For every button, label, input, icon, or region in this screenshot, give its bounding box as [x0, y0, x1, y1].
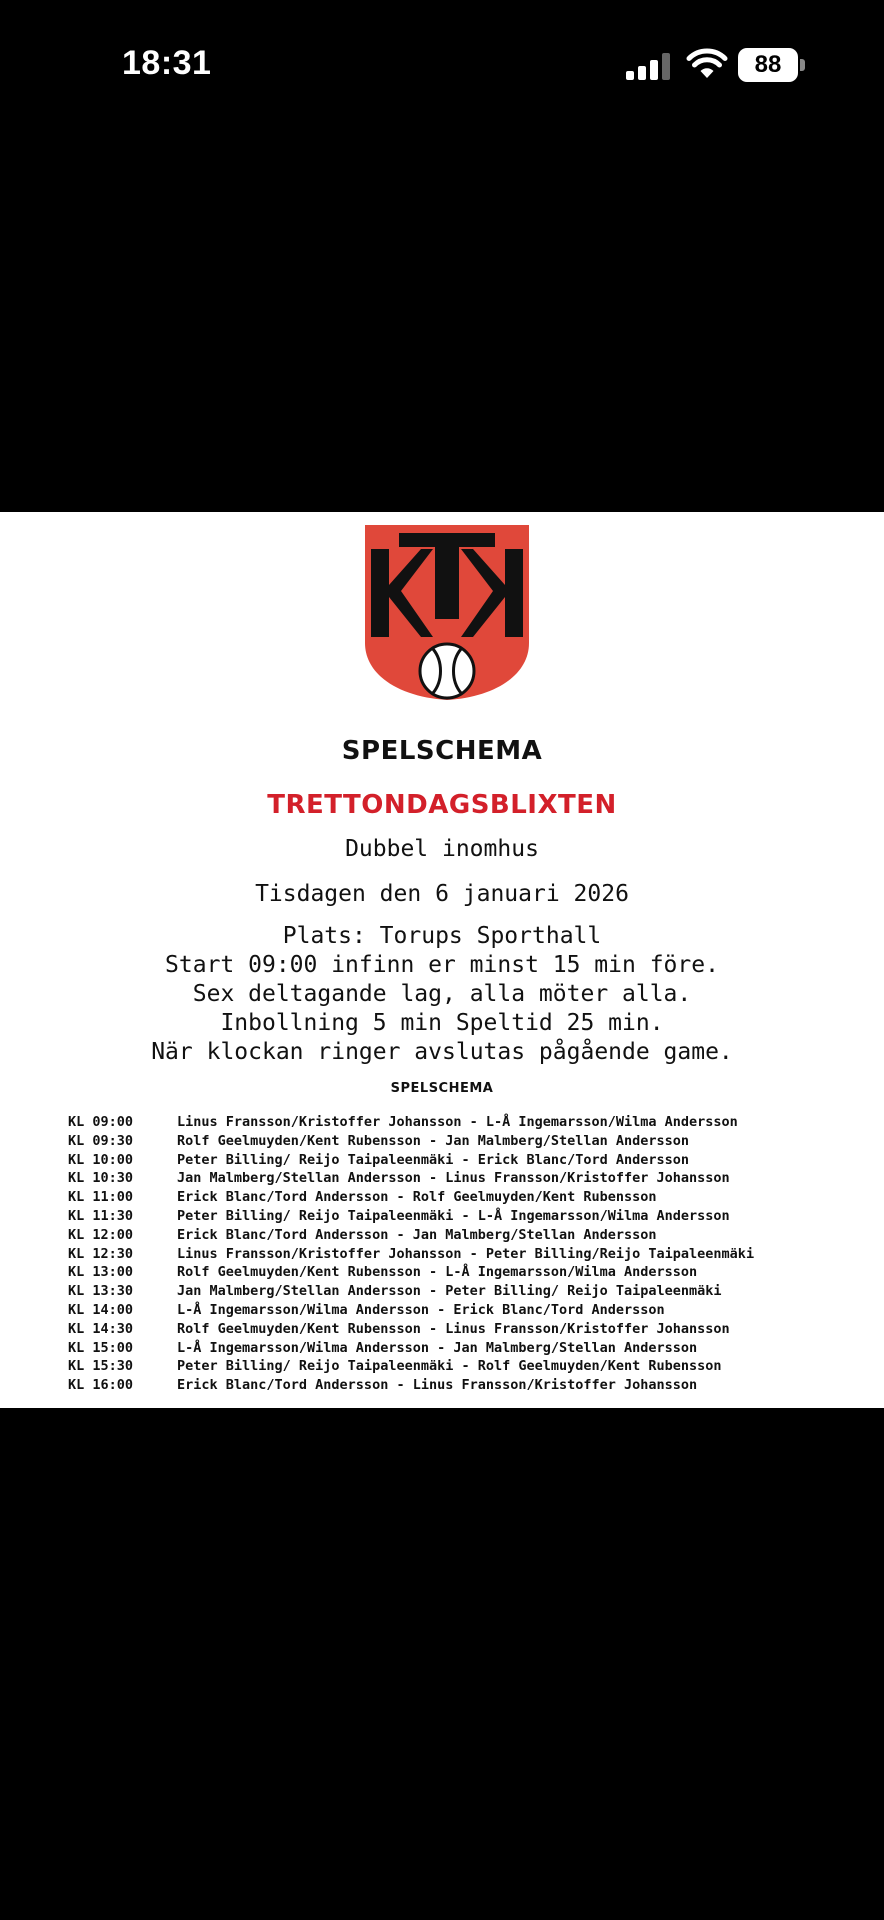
- schedule-time: KL 15:30: [68, 1358, 134, 1375]
- status-time: 18:31: [122, 44, 212, 82]
- schedule-row: [68, 1376, 868, 1395]
- event-type: Dubbel inomhus: [345, 836, 539, 862]
- schedule-row: [68, 1188, 868, 1207]
- poster-heading: SPELSCHEMA: [341, 736, 543, 766]
- schedule-match: Peter Billing/ Reijo Taipaleenmäki - Erick Blanc/Tord Andersson: [177, 1151, 690, 1168]
- schedule-time: KL 13:30: [68, 1283, 134, 1300]
- schedule-time: KL 14:30: [68, 1320, 134, 1337]
- schedule-match: Peter Billing/ Reijo Taipaleenmäki - Rolf Geelmuyden/Kent Rubensson: [177, 1358, 722, 1375]
- wifi-icon: [686, 48, 728, 80]
- schedule-match: Jan Malmberg/Stellan Andersson - Linus Fransson/Kristoffer Johansson: [177, 1170, 730, 1187]
- schedule-row: [68, 1282, 868, 1301]
- schedule-row: [68, 1339, 868, 1358]
- schedule-match: Rolf Geelmuyden/Kent Rubensson - L-Å Ingemarsson/Wilma Andersson: [177, 1264, 698, 1281]
- battery-level: 88: [738, 48, 798, 82]
- tennis-ball-icon: [420, 644, 474, 698]
- schedule-match: Erick Blanc/Tord Andersson - Jan Malmberg/Stellan Andersson: [177, 1226, 657, 1243]
- schedule-match: Linus Fransson/Kristoffer Johansson - L-Å Ingemarsson/Wilma Andersson: [177, 1114, 738, 1130]
- schedule-row: [68, 1320, 868, 1339]
- schedule-match: L-Å Ingemarsson/Wilma Andersson - Erick Blanc/Tord Andersson: [177, 1301, 665, 1318]
- schedule-row: [68, 1357, 868, 1376]
- status-bar: [0, 0, 884, 130]
- schedule-match: L-Å Ingemarsson/Wilma Andersson - Jan Malmberg/Stellan Andersson: [177, 1339, 698, 1356]
- schedule-match: Peter Billing/ Reijo Taipaleenmäki - L-Å Ingemarsson/Wilma Andersson: [177, 1207, 730, 1224]
- schedule-row: [68, 1245, 868, 1264]
- schedule-time: KL 11:30: [68, 1207, 134, 1224]
- schedule-row: [68, 1263, 868, 1282]
- schedule-time: KL 16:00: [68, 1377, 134, 1394]
- event-place: Plats: Torups Sporthall: [282, 923, 602, 949]
- schedule-row: [68, 1169, 868, 1188]
- schedule-row: [68, 1301, 868, 1320]
- schedule-row: [68, 1207, 868, 1226]
- schedule-heading: SPELSCHEMA: [390, 1081, 494, 1096]
- event-timing: Inbollning 5 min Speltid 25 min.: [220, 1010, 664, 1036]
- schedule-row: [68, 1226, 868, 1245]
- schedule-time: KL 14:00: [68, 1301, 134, 1318]
- schedule-time: KL 12:30: [68, 1245, 134, 1262]
- schedule-match: Rolf Geelmuyden/Kent Rubensson - Jan Malmberg/Stellan Andersson: [177, 1132, 690, 1149]
- schedule-time: KL 10:00: [68, 1151, 134, 1168]
- schedule-time: KL 12:00: [68, 1226, 134, 1243]
- schedule-row: [68, 1132, 868, 1151]
- schedule-time: KL 10:30: [68, 1170, 134, 1187]
- schedule-match: Linus Fransson/Kristoffer Johansson - Peter Billing/Reijo Taipaleenmäki: [177, 1245, 755, 1262]
- schedule-time: KL 13:00: [68, 1264, 134, 1281]
- event-teams: Sex deltagande lag, alla möter alla.: [192, 981, 692, 1007]
- ktk-club-logo: [365, 525, 529, 700]
- schedule-time: KL 15:00: [68, 1339, 134, 1356]
- schedule-list: [68, 1113, 868, 1395]
- schedule-match: Rolf Geelmuyden/Kent Rubensson - Linus Fransson/Kristoffer Johansson: [177, 1320, 730, 1337]
- schedule-time: KL 09:00: [68, 1114, 134, 1130]
- schedule-row: [68, 1113, 868, 1132]
- schedule-match: Erick Blanc/Tord Andersson - Rolf Geelmuyden/Kent Rubensson: [177, 1189, 657, 1206]
- schedule-time: KL 11:00: [68, 1189, 134, 1206]
- event-rule: När klockan ringer avslutas pågående game.: [151, 1039, 733, 1065]
- schedule-poster-image: [0, 512, 884, 1408]
- event-start: Start 09:00 infinn er minst 15 min före.: [165, 952, 719, 978]
- schedule-match: Erick Blanc/Tord Andersson - Linus Fransson/Kristoffer Johansson: [177, 1377, 698, 1394]
- schedule-match: Jan Malmberg/Stellan Andersson - Peter Billing/ Reijo Taipaleenmäki: [177, 1283, 722, 1300]
- schedule-time: KL 09:30: [68, 1132, 134, 1149]
- battery-icon: [738, 48, 806, 82]
- event-title: TRETTONDAGSBLIXTEN: [267, 790, 617, 820]
- event-date: Tisdagen den 6 januari 2026: [255, 881, 629, 907]
- cellular-signal-icon: [626, 52, 670, 80]
- schedule-row: [68, 1151, 868, 1170]
